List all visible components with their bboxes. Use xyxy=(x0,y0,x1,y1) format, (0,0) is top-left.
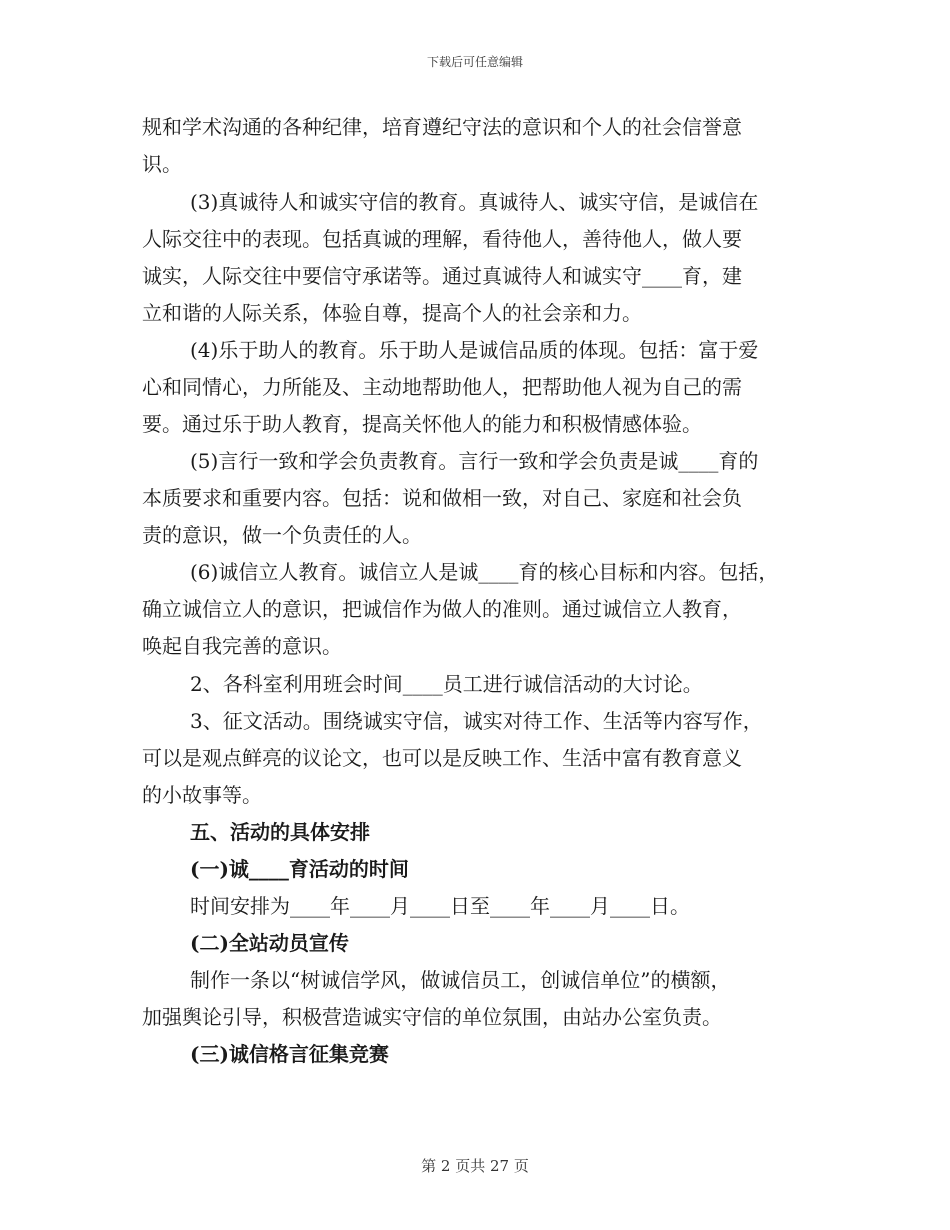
paragraph-line: 责的意识，做一个负责任的人。 xyxy=(142,523,422,547)
paragraph-line: (4)乐于助人的教育。乐于助人是诚信品质的体现。包括：富于爱 xyxy=(190,338,759,362)
paragraph-line: 2、各科室利用班会时间____员工进行诚信活动的大讨论。 xyxy=(190,672,703,696)
paragraph-line: 确立诚信立人的意识，把诚信作为做人的准则。通过诚信立人教育， xyxy=(142,597,742,621)
subsection-heading: (三)诚信格言征集竞赛 xyxy=(190,1042,389,1066)
page-footer: 第 2 页共 27 页 xyxy=(421,1157,529,1175)
paragraph-line: 制作一条以“树诚信学风，做诚信员工，创诚信单位”的横额， xyxy=(190,968,731,992)
paragraph-line: 的小故事等。 xyxy=(142,783,262,807)
page-header: 下载后可任意编辑 xyxy=(426,55,523,69)
paragraph-line: (6)诚信立人教育。诚信立人是诚____育的核心目标和内容。包括， xyxy=(190,560,779,584)
paragraph-line: (5)言行一致和学会负责教育。言行一致和学会负责是诚____育的 xyxy=(190,449,759,473)
section-heading: 五、活动的具体安排 xyxy=(190,820,370,844)
paragraph-line: 要。通过乐于助人教育，提高关怀他人的能力和积极情感体验。 xyxy=(142,412,702,436)
paragraph-line: 可以是观点鲜亮的议论文，也可以是反映工作、生活中富有教育意义 xyxy=(142,746,742,770)
subsection-heading: (二)全站动员宣传 xyxy=(190,931,349,955)
paragraph-line: 诚实，人际交往中要信守承诺等。通过真诚待人和诚实守____育，建 xyxy=(142,264,742,288)
subsection-heading: (一)诚____育活动的时间 xyxy=(190,857,409,881)
paragraph-line: 3、征文活动。围绕诚实守信，诚实对待工作、生活等内容写作， xyxy=(190,709,763,733)
paragraph-line: 识。 xyxy=(142,152,182,176)
paragraph-line: 本质要求和重要内容。包括：说和做相一致，对自己、家庭和社会负 xyxy=(142,486,742,510)
paragraph-line: 时间安排为____年____月____日至____年____月____日。 xyxy=(190,894,690,918)
paragraph-line: 立和谐的人际关系，体验自尊，提高个人的社会亲和力。 xyxy=(142,301,642,325)
paragraph-line: 加强舆论引导，积极营造诚实守信的单位氛围，由站办公室负责。 xyxy=(142,1005,722,1029)
paragraph-line: (3)真诚待人和诚实守信的教育。真诚待人、诚实守信，是诚信在 xyxy=(190,190,759,214)
paragraph-line: 规和学术沟通的各种纪律，培育遵纪守法的意识和个人的社会信誉意 xyxy=(142,115,742,139)
paragraph-line: 人际交往中的表现。包括真诚的理解，看待他人，善待他人，做人要 xyxy=(142,227,742,251)
paragraph-line: 唤起自我完善的意识。 xyxy=(142,634,342,658)
paragraph-line: 心和同情心，力所能及、主动地帮助他人，把帮助他人视为自己的需 xyxy=(142,375,742,399)
